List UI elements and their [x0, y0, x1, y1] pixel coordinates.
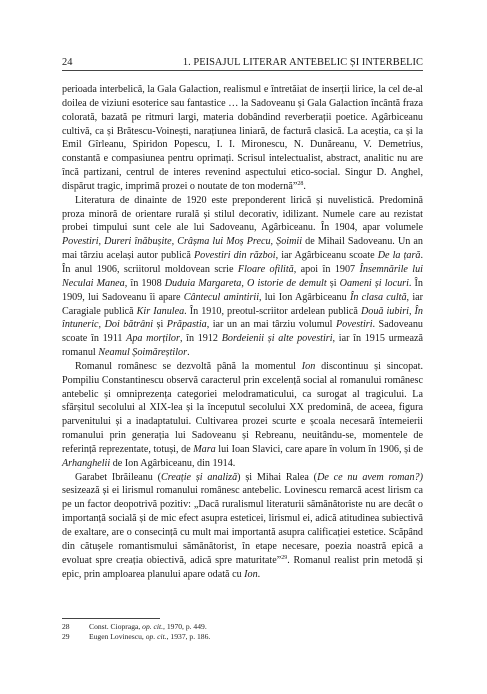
- footnote-citation: , 1970, p. 449.: [163, 622, 207, 631]
- paragraph: [62, 360, 423, 471]
- text-run: , în 1912: [179, 333, 222, 345]
- text-run: Garabet Ibrăileanu (: [75, 471, 162, 483]
- paragraph: [62, 83, 423, 194]
- text-run: , iar Agârbiceanu scoate: [275, 250, 378, 262]
- footnotes: [62, 622, 423, 642]
- italic-title: Floare ofilită: [237, 263, 294, 275]
- footnote: [62, 632, 423, 642]
- italic-title: De la țară: [377, 250, 421, 262]
- text-run: . În 1909, lui Sadoveanu îi apare: [62, 277, 423, 303]
- footnote-author: Const. Ciopraga,: [89, 622, 143, 631]
- italic-title: Bordeienii și alte povestiri: [221, 333, 333, 345]
- italic-title: Arhanghelii: [62, 457, 111, 469]
- text-run: , în 1908: [124, 277, 165, 289]
- text-run: , iar un an mai târziu volumul: [206, 319, 336, 331]
- italic-title: Creație și analiză: [161, 471, 238, 483]
- italic-title: Cântecul amintirii: [183, 291, 260, 303]
- running-header: [62, 56, 423, 71]
- body-text: [62, 83, 423, 581]
- text-run: . Romanul realist prin metodă și epic, prin amploarea planului apare odată cu: [62, 554, 423, 580]
- italic-title: De ce nu avem roman?): [317, 471, 423, 483]
- text-run: discontinuu și sincopat. Pompiliu Constantinescu observă caracterul prin excelență social al romanului românesc antebelic și omniprezența categoriei melodramaticului, ca surogat al tragicului. La sfârșitul secolului al XIX-lea și la începutul secolului XX predomină, de aceea, figura parvenitului și a inadaptatului. Cultivarea prozei scurte e școala necesară întemeierii romanului prin generația lui Sadoveanu și Rebreanu, neuitându-se, momentele de referință reprezentate, totuși, de: [62, 360, 423, 455]
- italic-title: Prăpastia: [166, 319, 207, 331]
- footnote: [62, 622, 423, 632]
- footnote-ref-abbrev: op. cit.: [142, 622, 164, 631]
- footnote-ref: 28: [297, 180, 304, 187]
- footnote-citation: , 1937, p. 186.: [166, 632, 211, 641]
- text-run: , lui Ion Agârbiceanu: [259, 291, 350, 303]
- text-run: , iar în 1915 urmează romanul: [62, 333, 423, 359]
- chapter-title: 1. PEISAJUL LITERAR ANTEBELIC ȘI INTERBELIC: [182, 57, 423, 68]
- italic-title: Mara: [193, 443, 216, 455]
- italic-title: Două iubiri, În întuneric, Doi bătrâni: [62, 305, 423, 331]
- italic-title: În clasa cultă: [349, 291, 407, 303]
- text-run: . În anul 1906, scriitorul moldovean scrie: [62, 250, 424, 275]
- text-run: .: [257, 568, 261, 580]
- footnote-author: Eugen Lovinescu,: [89, 632, 146, 641]
- text-run: Romanul românesc se dezvoltă până la momentul: [75, 360, 302, 372]
- footnote-text: [89, 632, 210, 642]
- text-run: Literatura de dinainte de 1920 este preponderent lirică și nuvelistică. Predomină proza minoră de orientare rurală și stilul decorativ, idilizant. Numele care au rezistat probei timpului sunt cele ale lui Sadoveanu, Agârbiceanu. În 1904, apar volumele: [62, 194, 423, 234]
- italic-title: Ion: [244, 568, 258, 580]
- italic-title: Povestiri: [335, 319, 373, 331]
- text-run: .: [303, 180, 306, 192]
- text-run: . În 1910, preotul-scriitor ardelean publică: [184, 305, 361, 317]
- footnote-number: 29: [62, 632, 70, 641]
- italic-title: Kir Ianulea: [136, 305, 185, 317]
- page-number: 24: [62, 57, 73, 68]
- footnote-ref: 29: [281, 554, 288, 561]
- text-run: , iar Caragiale publică: [62, 291, 424, 317]
- footnote-text: [89, 622, 207, 632]
- text-run: .: [187, 347, 190, 359]
- footnote-ref-abbrev: op. cit.: [145, 632, 167, 641]
- italic-title: Apa morților: [126, 333, 180, 345]
- text-run: sesizează și ei lirismul romanului românesc antebelic. Lovinescu remarcă acest lirism ca pe un factor deopotrivă pozitiv: „Dacă ruralismul literaturii sămănătoriste nu are decât o importanță socială și de mic efect asupra esteticei, lirismul ei, adică atitudinea subiectivă de exaltare, are o consecință cu mult mai importantă asupra calificației estetice. Scăpând din cătușele romantismului sămănătorist, în etape necesare, poezia noastră epică a evoluat spre creația obiectivă, adică spre maturitate”: [62, 485, 423, 566]
- italic-title: Oameni și locuri: [339, 277, 409, 289]
- footnote-number: 28: [62, 622, 70, 631]
- text-run: . Sadoveanu scoate în 1911: [62, 319, 423, 345]
- italic-title: Duduia Margareta, O istorie de demult: [164, 277, 327, 289]
- italic-title: Povestiri din război: [193, 250, 276, 262]
- text-run: și: [326, 277, 340, 289]
- italic-title: Neamul Șoimăreștilor: [98, 347, 188, 359]
- text-run: perioada interbelică, la Gala Galaction, realismul e întretăiat de inserții lirice, la cel de-al doilea de viziuni esoterice sau fantastice … la Sadoveanu și Gala Galaction încântă fraza colorată, bazată pe ritmuri largi, materia dobândind reverberații poetice. Agârbiceanu cultivă, ca și Brătescu-Voinești, narațiunea liniară, de factură clasică. La aceștia, ca și la Emil Gîrleanu, Spiridon Popescu, I. I. Mironescu, N. Dunăreanu, V. Demetrius, constantă e compasiunea pentru oprimați. Scrisul intelectualist, abstract, analitic nu are încă partizani, centrul de interes revenind aspectului etico-social. Singur D. Anghel, dispărut tragic, imprimă prozei o noutate de ton modernă”: [62, 84, 423, 192]
- footnote-separator: [62, 618, 160, 619]
- italic-title: Ion: [301, 360, 316, 372]
- text-run: lui Ioan Slavici, care apare în volum în 1906, și de: [215, 443, 423, 455]
- italic-title: Însemnările lui Neculai Manea: [62, 263, 423, 289]
- text-run: de Ion Agârbiceanu, din 1914.: [110, 457, 236, 469]
- text-run: de Mihail Sadoveanu. Un an mai târziu același autor publică: [62, 236, 423, 262]
- paragraph: [62, 471, 423, 582]
- paragraph: [62, 194, 423, 360]
- text-run: , apoi în 1907: [293, 263, 360, 275]
- italic-title: Povestiri, Dureri înăbușite, Crâșma lui Moș Precu, Șoimii: [62, 236, 303, 248]
- text-run: ) și Mihai Ralea (: [237, 471, 318, 483]
- text-run: și: [153, 319, 167, 331]
